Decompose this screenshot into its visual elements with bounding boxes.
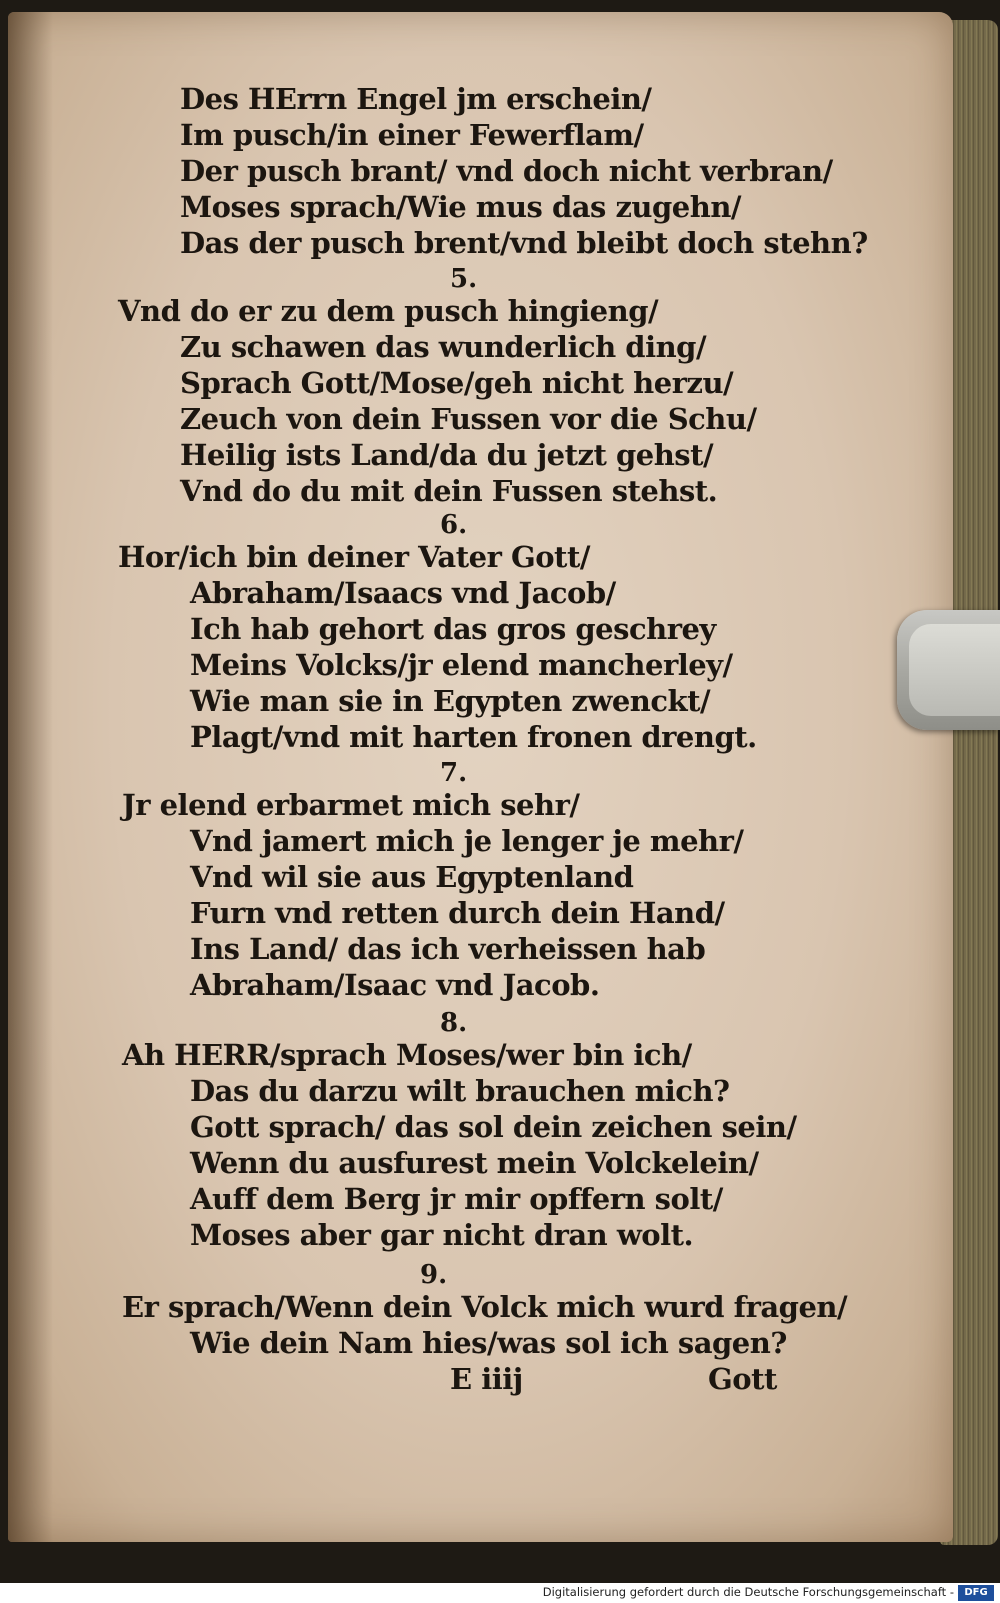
book-page <box>8 12 953 1542</box>
verse-line: Hor/ich bin deiner Vater Gott/ <box>118 540 590 574</box>
verse-line: Moses aber gar nicht dran wolt. <box>190 1218 694 1252</box>
verse-line: Jr elend erbarmet mich sehr/ <box>122 788 580 822</box>
page-gutter-shadow <box>8 12 53 1542</box>
verse-line: Moses sprach/Wie mus das zugehn/ <box>180 190 741 224</box>
verse-line: Abraham/Isaac vnd Jacob. <box>190 968 600 1002</box>
dfg-logo: DFG <box>958 1585 994 1601</box>
verse-line: Wie man sie in Egypten zwenckt/ <box>190 684 711 718</box>
footer-bar <box>0 1583 1000 1603</box>
verse-line: Ins Land/ das ich verheissen hab <box>190 932 706 966</box>
verse-line: Zeuch von dein Fussen vor die Schu/ <box>180 402 757 436</box>
signature-mark: E iiij <box>450 1362 523 1396</box>
verse-line: Meins Volcks/jr elend mancherley/ <box>190 648 733 682</box>
verse-line: Der pusch brant/ vnd doch nicht verbran/ <box>180 154 833 188</box>
verse-line: Vnd do du mit dein Fussen stehst. <box>180 474 718 508</box>
verse-line: Des HErrn Engel jm erschein/ <box>180 82 652 116</box>
verse-line: Sprach Gott/Mose/geh nicht herzu/ <box>180 366 734 400</box>
footer-credit: Digitalisierung gefordert durch die Deutsche Forschungsgemeinschaft - <box>542 1585 954 1599</box>
verse-line: Gott sprach/ das sol dein zeichen sein/ <box>190 1110 797 1144</box>
verse-line: Vnd do er zu dem pusch hingieng/ <box>118 294 659 328</box>
verse-line: Ah HERR/sprach Moses/wer bin ich/ <box>122 1038 692 1072</box>
verse-line: Ich hab gehort das gros geschrey <box>190 612 716 646</box>
page-clip <box>897 610 1000 730</box>
stanza-number: 6. <box>440 510 468 540</box>
verse-line: Furn vnd retten durch dein Hand/ <box>190 896 725 930</box>
stanza-number: 8. <box>440 1008 468 1038</box>
verse-line: Auff dem Berg jr mir opffern solt/ <box>190 1182 723 1216</box>
verse-line: Zu schawen das wunderlich ding/ <box>180 330 707 364</box>
catchword: Gott <box>708 1362 777 1396</box>
verse-line: Vnd wil sie aus Egyptenland <box>190 860 634 894</box>
stanza-number: 9. <box>420 1260 448 1290</box>
verse-line: Heilig ists Land/da du jetzt gehst/ <box>180 438 714 472</box>
verse-line: Das du darzu wilt brauchen mich? <box>190 1074 730 1108</box>
verse-line: Im pusch/in einer Fewerflam/ <box>180 118 644 152</box>
verse-line: Abraham/Isaacs vnd Jacob/ <box>190 576 616 610</box>
verse-line: Er sprach/Wenn dein Volck mich wurd fragen/ <box>122 1290 848 1324</box>
verse-line: Plagt/vnd mit harten fronen drengt. <box>190 720 757 754</box>
verse-line: Wie dein Nam hies/was sol ich sagen? <box>190 1326 787 1360</box>
verse-line: Wenn du ausfurest mein Volckelein/ <box>190 1146 759 1180</box>
stanza-number: 5. <box>450 264 478 294</box>
verse-line: Das der pusch brent/vnd bleibt doch stehn? <box>180 226 868 260</box>
page-clip-inner <box>909 624 1000 716</box>
stanza-number: 7. <box>440 758 468 788</box>
verse-line: Vnd jamert mich je lenger je mehr/ <box>190 824 744 858</box>
